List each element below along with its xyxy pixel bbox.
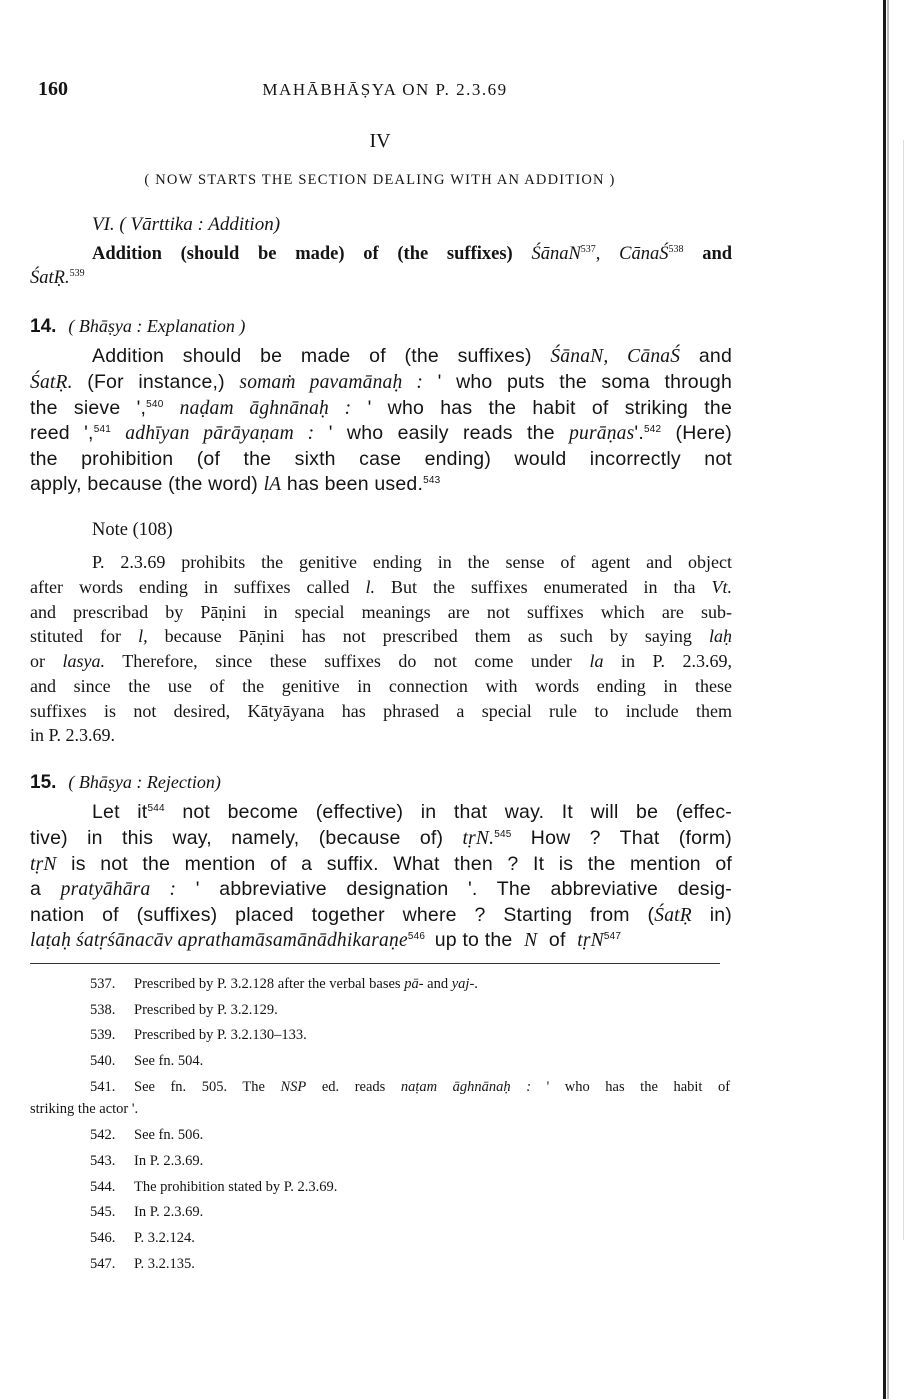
paragraph-label: ( Bhāṣya : Rejection) — [68, 772, 221, 792]
binding-shadow — [903, 140, 904, 1240]
para14-line: the prohibition (of the sixth case ending) would incorrectly not — [30, 448, 732, 470]
note-line: stituted for l, because Pāṇini has not prescribed them as such by saying laḥ — [30, 626, 732, 646]
note-line: and prescribad by Pāṇini in special meanings are not suffixes which are sub- — [30, 602, 732, 622]
footnote-divider — [30, 963, 720, 964]
footnote: 545. In P. 2.3.69. — [90, 1204, 204, 1220]
running-title: MAHĀBHĀṢYA ON P. 2.3.69 — [262, 80, 508, 99]
footnote: 543. In P. 2.3.69. — [90, 1153, 204, 1169]
para15-line: a pratyāhāra : ' abbreviative designation '. The abbreviative desig- — [30, 878, 732, 900]
footnote: 538. Prescribed by P. 3.2.129. — [90, 1002, 278, 1018]
para14-line: apply, because (the word) lA has been used.$^{543}$ — [30, 473, 441, 495]
footnote-continuation: striking the actor '. — [30, 1101, 139, 1117]
para14-line: reed ',$^{541}$ adhīyan pārāyaṇam : ' who easily reads the purāṇas'.$^{542}$ (Here) — [30, 422, 733, 444]
note-line: or lasya. Therefore, since these suffixes do not come under la in P. 2.3.69, — [30, 651, 733, 671]
varttika-label: VI. ( Vārttika : Addition) — [92, 214, 281, 235]
para14-line: Addition should be made of (the suffixes) ŚānaN, CānaŚ and — [92, 345, 733, 367]
paragraph-label: ( Bhāṣya : Explanation ) — [68, 316, 246, 336]
footnote: 542. See fn. 506. — [90, 1127, 204, 1143]
binding-shadow — [887, 0, 889, 1399]
scan-binding-edge — [873, 0, 913, 1399]
footnote: 537. Prescribed by P. 3.2.128 after the verbal bases pā- and yaj-. — [90, 976, 478, 992]
footnote: 547. P. 3.2.135. — [90, 1256, 195, 1272]
section-subtitle: ( NOW STARTS THE SECTION DEALING WITH AN ADDITION ) — [144, 172, 616, 188]
note-line: and since the use of the genitive in connection with words ending in these — [30, 676, 732, 696]
note-line: after words ending in suffixes called l. But the suffixes enumerated in tha Vt. — [30, 577, 733, 597]
paragraph-14-heading — [30, 316, 245, 338]
footnote: 546. P. 3.2.124. — [90, 1230, 195, 1246]
para15-line: tive) in this way, namely, (because of) tṛN.$^{545}$ How ? That (form) — [30, 827, 732, 849]
footnote: 539. Prescribed by P. 3.2.130–133. — [90, 1027, 307, 1043]
para15-line: Let $it^{544}$ not become (effective) in that way. It will be (effec- — [92, 801, 733, 823]
page-number: 160 — [38, 78, 68, 100]
binding-line — [883, 0, 886, 1399]
para14-line: ŚatṚ. (For instance,) somaṁ pavamānaḥ : ' who puts the soma through — [30, 371, 732, 393]
note-line: P. 2.3.69 prohibits the genitive ending in the sense of agent and object — [92, 552, 732, 572]
varttika-line-1: Addition (should be made) of (the suffixes) ŚānaN$^{537}$, CānaŚ$^{538}$ and — [92, 244, 733, 264]
para15-line: laṭaḥ śatṛśānacāv aprathamāsamānādhikaraṇe$^{546}$ up to the N of tṛN$^{547}$ — [30, 929, 622, 951]
paragraph-15-heading — [30, 772, 221, 794]
footnote: 540. See fn. 504. — [90, 1053, 204, 1069]
footnote: 541. See fn. 505. The NSP ed. reads naṭam āghnānaḥ : ' who has the habit of — [90, 1079, 731, 1095]
para15-line: nation of (suffixes) placed together where ? Starting from (ŚatṚ in) — [30, 904, 732, 926]
varttika-text: Addition (should be made) of (the suffixes) — [92, 244, 513, 264]
paragraph-number: 15. — [30, 772, 57, 793]
para14-line: the sieve ',$^{540}$ naḍam āghnānaḥ : ' who has the habit of striking the — [30, 397, 732, 419]
para15-line: tṛN is not the mention of a suffix. What then ? It is the mention of — [30, 853, 732, 875]
footnote: 544. The prohibition stated by P. 2.3.69. — [90, 1179, 338, 1195]
varttika-line-2: ŚatṚ.$^{539}$ — [30, 268, 85, 288]
note-line: in P. 2.3.69. — [30, 725, 116, 745]
note-title: Note (108) — [92, 520, 173, 540]
section-number: IV — [369, 130, 391, 152]
note-line: suffixes is not desired, Kātyāyana has phrased a special rule to include them — [30, 701, 732, 721]
paragraph-number: 14. — [30, 316, 57, 337]
